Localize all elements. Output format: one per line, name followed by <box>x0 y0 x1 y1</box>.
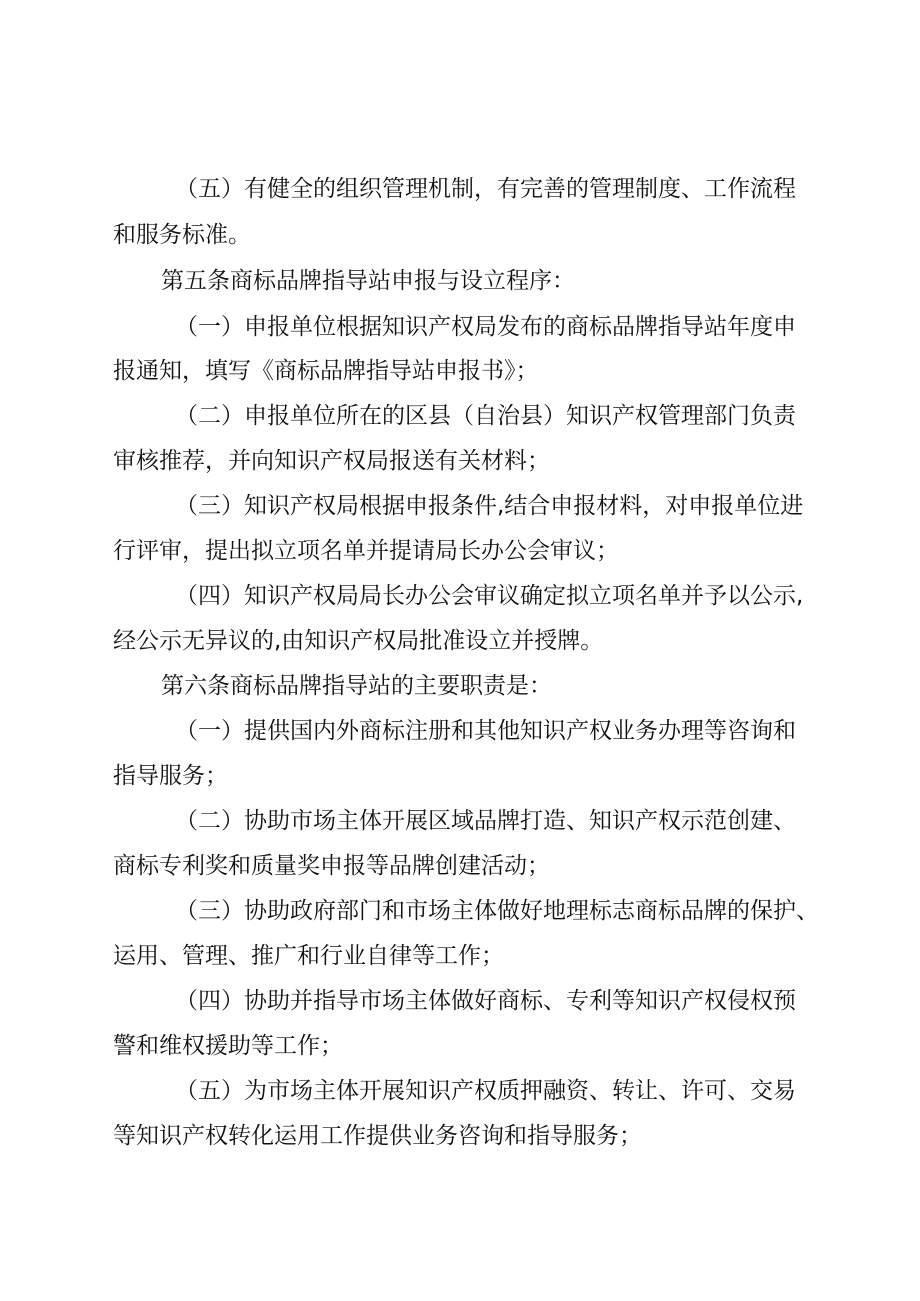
text-line-8: （三）知识产权局根据申报条件,结合申报材料，对申报单位进 <box>175 493 804 519</box>
text-line-7: 审核推荐，并向知识产权局报送有关材料； <box>113 448 550 474</box>
text-line-21: （五）为市场主体开展知识产权质押融资、转让、许可、交易 <box>175 1078 796 1104</box>
text-line-18: 运用、管理、推广和行业自律等工作； <box>113 943 504 969</box>
text-line-14: 指导服务； <box>113 763 228 789</box>
text-line-6: （二）申报单位所在的区县（自治县）知识产权管理部门负责 <box>175 403 796 429</box>
text-line-9: 行评审，提出拟立项名单并提请局长办公会审议； <box>113 538 619 564</box>
text-line-19: （四）协助并指导市场主体做好商标、专利等知识产权侵权预 <box>175 988 796 1014</box>
text-line-1: （五）有健全的组织管理机制，有完善的管理制度、工作流程 <box>175 176 796 202</box>
text-line-5: 报通知，填写《商标品牌指导站申报书》； <box>113 358 539 384</box>
text-line-20: 警和维权援助等工作； <box>113 1033 343 1059</box>
text-line-2: 和服务标准。 <box>113 222 251 248</box>
text-line-16: 商标专利奖和质量奖申报等品牌创建活动； <box>113 853 550 879</box>
text-line-10: （四）知识产权局局长办公会审议确定拟立项名单并予以公示, <box>175 583 804 609</box>
article-heading-6: 第六条商标品牌指导站的主要职责是： <box>161 673 552 699</box>
text-line-15: （二）协助市场主体开展区域品牌打造、知识产权示范创建、 <box>175 808 796 834</box>
text-line-17: （三）协助政府部门和市场主体做好地理标志商标品牌的保护、 <box>175 898 819 924</box>
article-heading-5: 第五条商标品牌指导站申报与设立程序： <box>161 268 575 294</box>
text-line-4: （一）申报单位根据知识产权局发布的商标品牌指导站年度申 <box>175 314 796 340</box>
text-line-13: （一）提供国内外商标注册和其他知识产权业务办理等咨询和 <box>175 718 796 744</box>
text-line-22: 等知识产权转化运用工作提供业务咨询和指导服务； <box>113 1123 642 1149</box>
text-line-11: 经公示无异议的,由知识产权局批准设立并授牌。 <box>113 628 604 654</box>
